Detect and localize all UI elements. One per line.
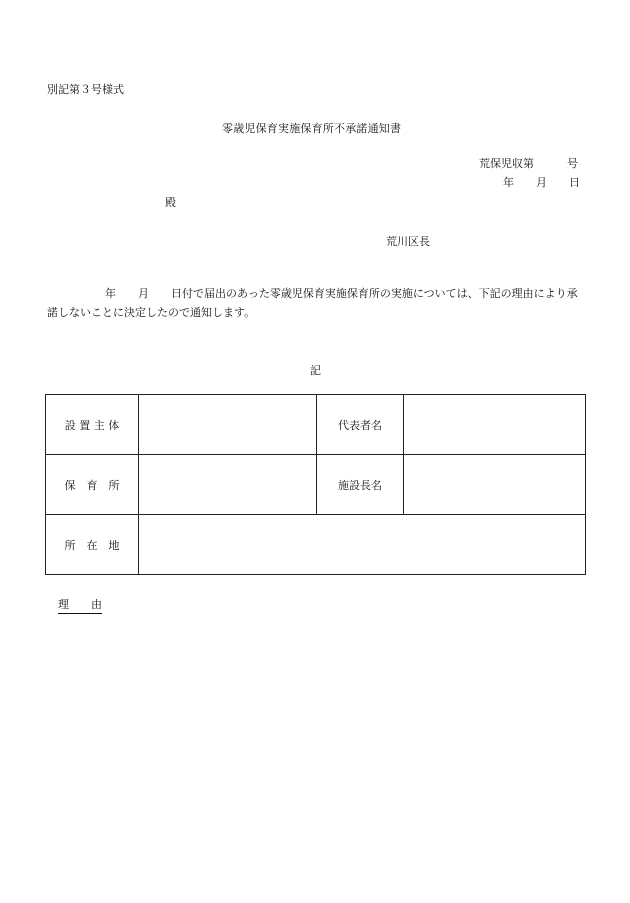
table-row	[46, 395, 586, 455]
notice-body: 年 月 日付で届出のあった零歳児保育実施保育所の実施については、下記の理由により承諾しないことに決定したので通知します。	[47, 287, 578, 319]
director-label: 施設長名	[317, 455, 404, 515]
nursery-label: 保 育 所	[46, 455, 139, 515]
table-row	[46, 515, 586, 575]
sender-name: 荒川区長	[386, 235, 430, 248]
addressee-honorific: 殿	[165, 196, 176, 209]
establisher-label: 設 置 主 体	[46, 395, 139, 455]
reason-heading: 理 由	[58, 596, 102, 614]
issue-date: 年 月 日	[503, 176, 580, 189]
nursery-value-cell	[139, 455, 317, 515]
ki-heading: 記	[310, 364, 321, 377]
director-value-cell	[404, 455, 586, 515]
reference-number: 荒保児収第 号	[479, 157, 578, 170]
facility-info-table	[45, 394, 586, 575]
address-value-cell	[139, 515, 586, 575]
table-row	[46, 455, 586, 515]
representative-value-cell	[404, 395, 586, 455]
representative-label: 代表者名	[317, 395, 404, 455]
form-number: 別記第３号様式	[47, 83, 124, 96]
document-title: 零歳児保育実施保育所不承諾通知書	[222, 122, 402, 135]
address-label: 所 在 地	[46, 515, 139, 575]
establisher-value-cell	[139, 395, 317, 455]
